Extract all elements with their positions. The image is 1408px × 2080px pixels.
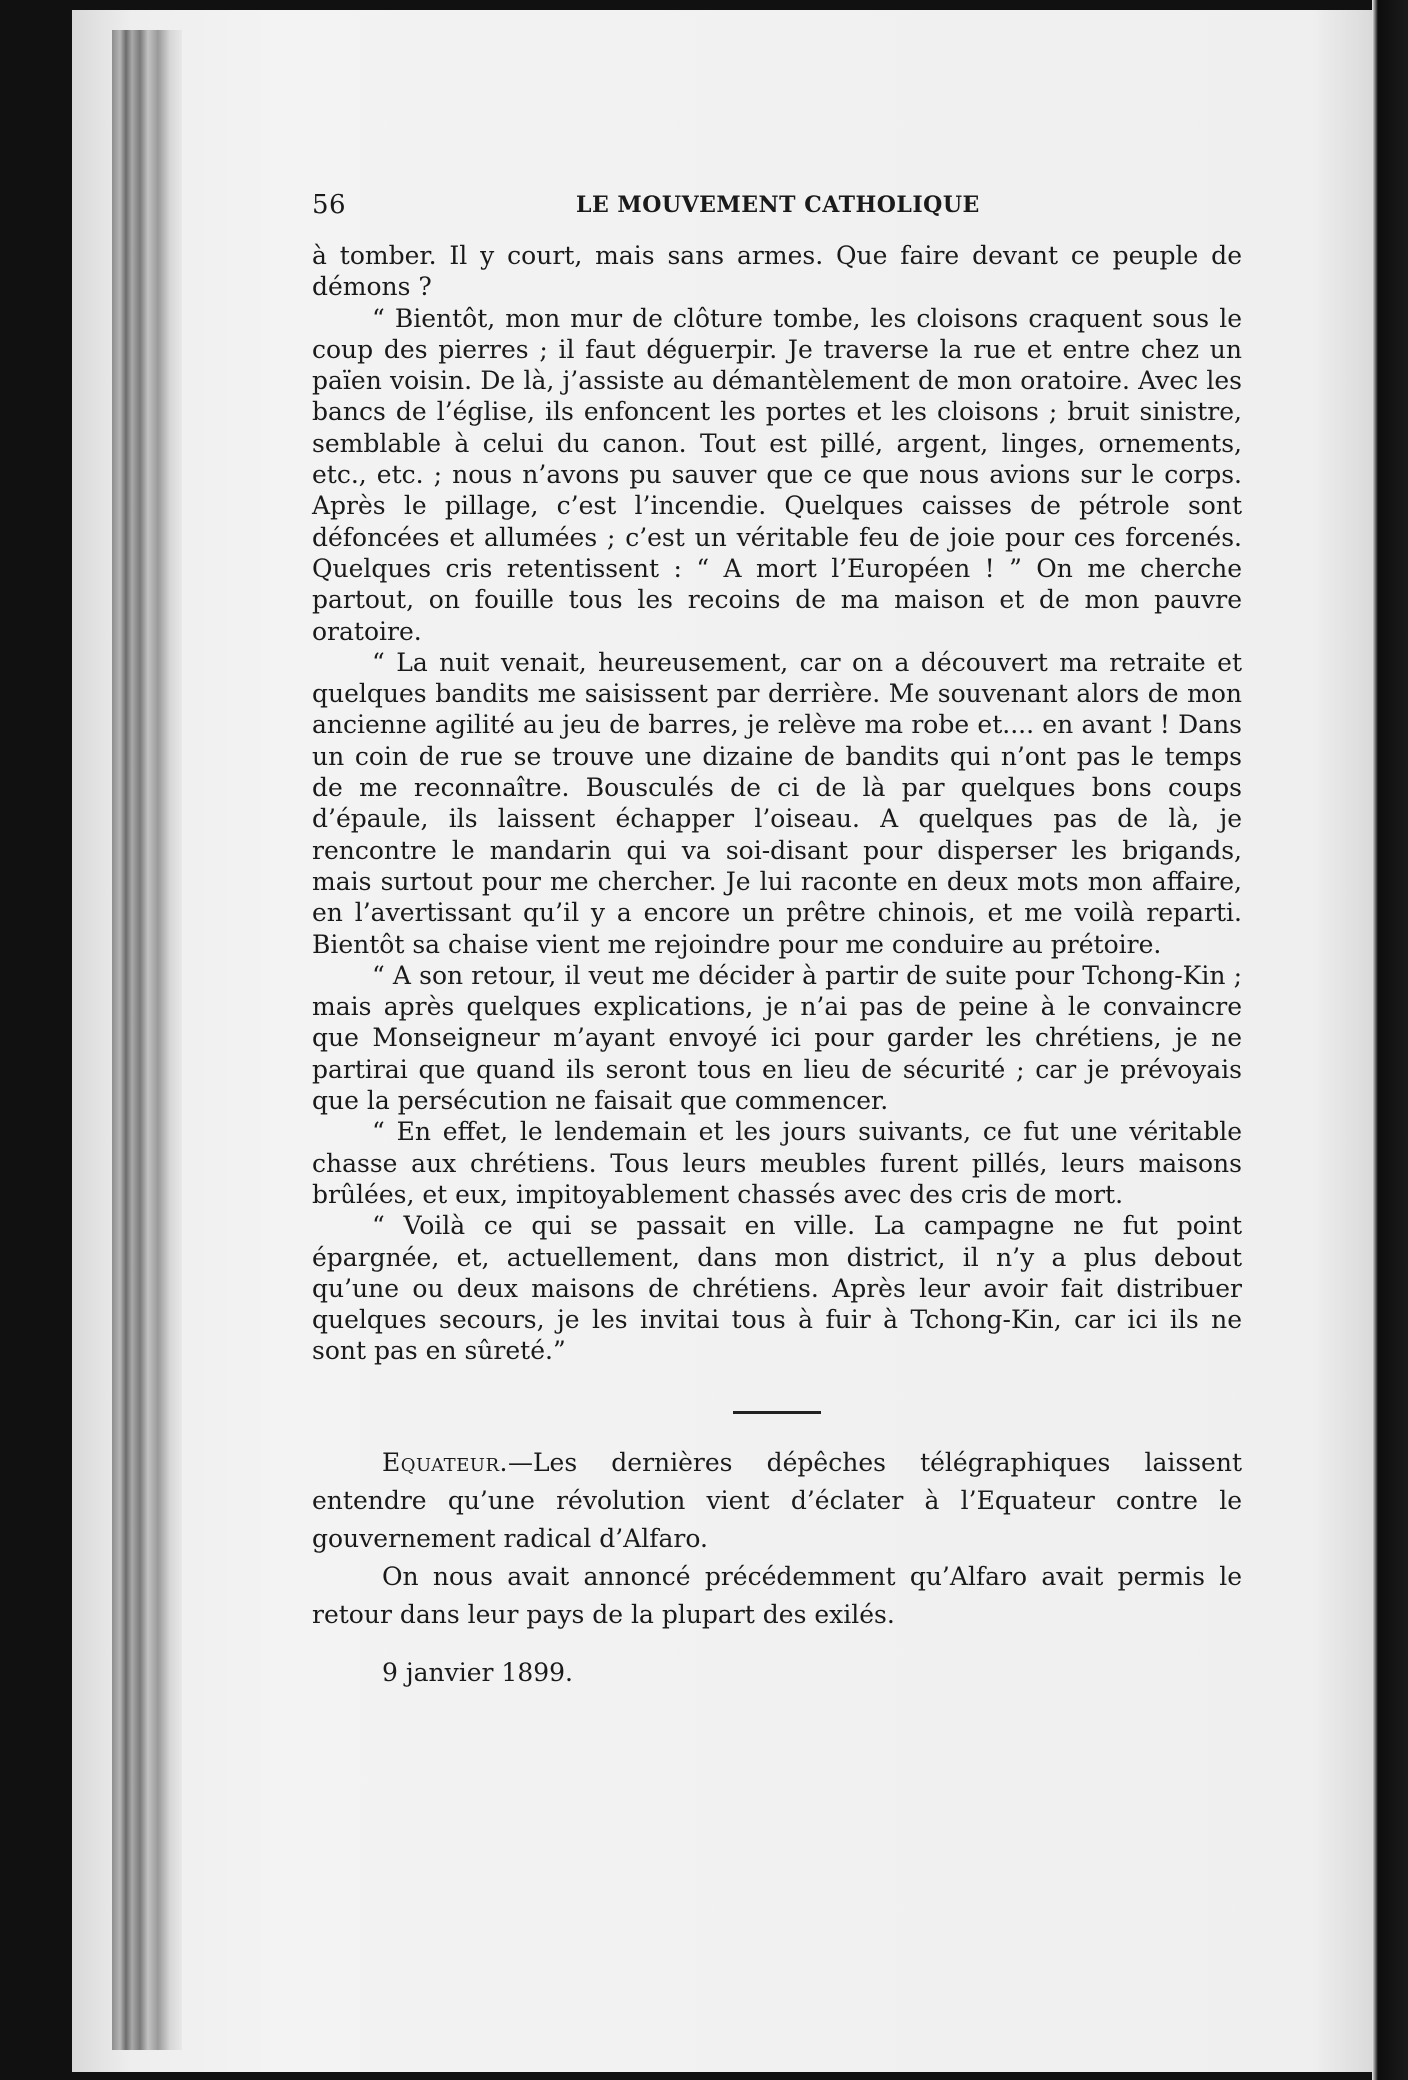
paragraph-2: “ Bientôt, mon mur de clôture tombe, les cloisons craquent sous le coup des pierres ; il faut déguerpir. Je traverse la rue et entre chez un païen voisin. De là, j’assiste au démantèlement de mon oratoire. Avec les bancs de l’église, ils enfoncent les portes et les cloisons ; bruit sinistre, semblable à celui du canon. Tout est pillé, argent, linges, ornements, etc., etc. ; nous n’avons pu sauver que ce que nous avions sur le corps. Après le pillage, c’est l’incendie. Quelques caisses de pétrole sont défoncées et allumées ; c’est un véritable feu de joie pour ces forcenés. Quelques cris retentissent : “ A mort l’Européen ! ” On me cherche partout, on fouille tous les recoins de ma maison et de mon pauvre oratoire. — [312, 303, 1242, 646]
right-scan-edge — [1372, 0, 1408, 2080]
running-title: LE MOUVEMENT CATHOLIQUE — [576, 192, 980, 218]
news-paragraph-2: On nous avait annoncé précédemment qu’Alfaro avait permis le retour dans leur pays de la plupart des exilés. — [312, 1561, 1242, 1629]
paragraph-3: “ La nuit venait, heureusement, car on a découvert ma retraite et quelques bandits me saisissent par derrière. Me souvenant alors de mon ancienne agilité au jeu de barres, je relève ma robe et.... en avant ! Dans un coin de rue se trouve une dizaine de bandits qui n’ont pas le temps de me reconnaître. Bousculés de ci de là par quelques bons coups d’épaule, ils laissent échapper l’oiseau. A quelques pas de là, je rencontre le mandarin qui va soi-disant pour disperser les brigands, mais surtout pour me chercher. Je lui raconte en deux mots mon affaire, en l’avertissant qu’il y a encore un prêtre chinois, et me voilà reparti. Bientôt sa chaise vient me rejoindre pour me conduire au prétoire. — [312, 647, 1242, 959]
paragraph-5: “ En effet, le lendemain et les jours suivants, ce fut une véritable chasse aux chrétiens. Tous leurs meubles furent pillés, leurs maisons brûlées, et eux, impitoyablement chassés avec des cris de mort. — [312, 1117, 1242, 1209]
section-divider — [733, 1411, 821, 1414]
page-content — [312, 190, 1242, 1687]
equateur-news — [312, 1444, 1242, 1634]
letter-text — [312, 240, 1242, 1367]
paragraph-1: à tomber. Il y court, mais sans armes. Que faire devant ce peuple de démons ? — [312, 241, 1242, 302]
paragraph-6: “ Voilà ce qui se passait en ville. La campagne ne fut point épargnée, et, actuellement, dans mon district, il n’y a plus debout qu’une ou deux maisons de chrétiens. Après leur avoir fait distribuer quelques secours, je les invitai tous à fuir à Tchong-Kin, car ici ils ne sont pas en sûreté.” — [312, 1211, 1242, 1366]
running-head — [312, 190, 1242, 226]
book-binding-edge — [112, 30, 182, 2050]
news-heading: Equateur. — [382, 1447, 508, 1477]
page-number: 56 — [312, 190, 347, 220]
dateline: 9 janvier 1899. — [382, 1657, 573, 1687]
paragraph-4: “ A son retour, il veut me décider à partir de suite pour Tchong-Kin ; mais après quelques explications, je n’ai pas de peine à le convaincre que Monseigneur m’ayant envoyé ici pour garder les chrétiens, je ne partirai que quand ils seront tous en lieu de sécurité ; car je prévoyais que la persécution ne faisait que commencer. — [312, 960, 1242, 1116]
news-paragraph-1-text: —Les dernières dépêches télégraphiques laissent entendre qu’une révolution vient d’éclater à l’Equateur contre le gouvernement radical d’Alfaro. — [312, 1447, 1242, 1553]
news-paragraph-1 — [312, 1444, 1242, 1558]
